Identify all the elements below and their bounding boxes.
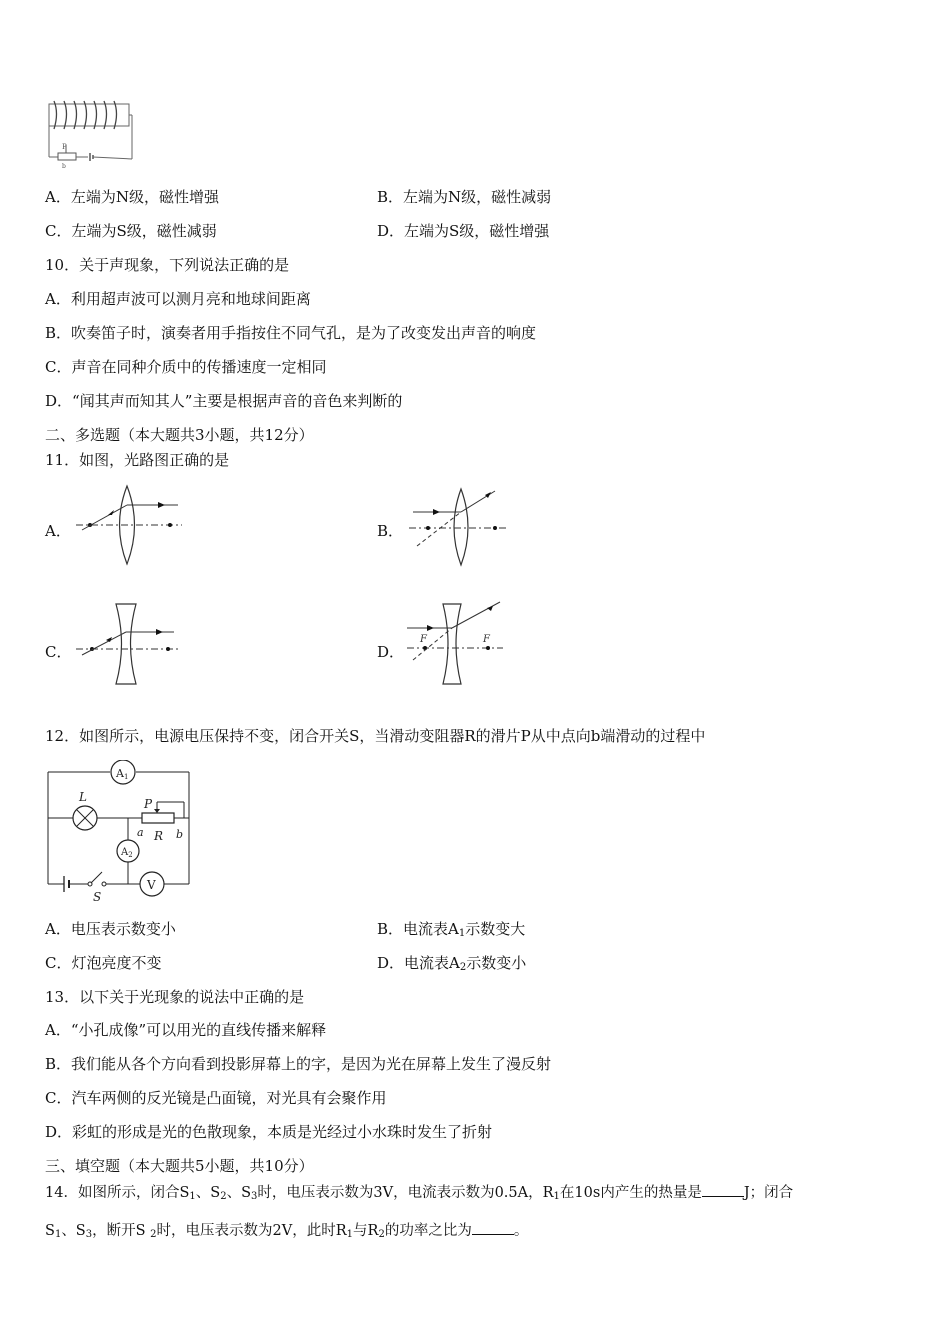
q10-stem: 10．关于声现象，下列说法正确的是 xyxy=(45,256,290,274)
convex-lens-diagram-a xyxy=(70,480,190,570)
q12-option-d[interactable]: D．电流表$A_2$示数变小 xyxy=(377,954,527,973)
q13-option-c[interactable]: C．汽车两侧的反光镜是凸面镜，对光具有会聚作用 xyxy=(45,1089,387,1107)
convex-lens-diagram-b xyxy=(403,485,513,570)
q9-option-d[interactable]: D．左端为S级，磁性增强 xyxy=(377,222,550,240)
solenoid-circuit-figure xyxy=(44,97,136,169)
ammeter-a2-label: $A_2$ xyxy=(121,847,133,859)
q9-option-b[interactable]: B．左端为N级，磁性减弱 xyxy=(377,188,552,206)
q9-option-c[interactable]: C．左端为S级，磁性减弱 xyxy=(45,222,217,240)
q11-option-d[interactable]: D． xyxy=(377,643,405,661)
svg-text:F: F xyxy=(483,634,490,645)
end-a-label: a xyxy=(137,826,144,839)
q10-option-b[interactable]: B．吹奏笛子时，演奏者用手指按住不同气孔，是为了改变发出声音的响度 xyxy=(45,324,537,342)
q11-option-b[interactable]: B． xyxy=(377,522,404,540)
q11-option-c[interactable]: C． xyxy=(45,643,72,661)
svg-text:P: P xyxy=(62,143,67,151)
q12-option-c[interactable]: C．灯泡亮度不变 xyxy=(45,954,162,972)
section-3-heading: 三、填空题（本大题共5小题，共10分） xyxy=(45,1157,314,1175)
concave-lens-diagram-c xyxy=(70,600,185,688)
end-b-label: b xyxy=(176,828,184,841)
switch-label: S xyxy=(93,890,102,904)
q14-heat-blank[interactable] xyxy=(702,1182,744,1197)
q13-stem: 13．以下关于光现象的说法中正确的是 xyxy=(45,988,305,1006)
q14-power-ratio-blank[interactable] xyxy=(472,1220,514,1235)
q12-option-a[interactable]: A．电压表示数变小 xyxy=(45,920,176,938)
q9-option-a[interactable]: A．左端为N级，磁性增强 xyxy=(45,188,219,206)
svg-text:F: F xyxy=(420,634,427,645)
ammeter-a1-label: A1 xyxy=(116,767,129,781)
q12-circuit-figure xyxy=(44,760,194,905)
q13-option-a[interactable]: A．“小孔成像”可以用光的直线传播来解释 xyxy=(45,1021,327,1039)
q13-option-b[interactable]: B．我们能从各个方向看到投影屏幕上的字，是因为光在屏幕上发生了漫反射 xyxy=(45,1055,552,1073)
q12-option-b[interactable]: B．电流表$A_1$示数变大 xyxy=(377,920,526,939)
section-2-heading: 二、多选题（本大题共3小题，共12分） xyxy=(45,426,314,444)
q10-option-c[interactable]: C．声音在同种介质中的传播速度一定相同 xyxy=(45,358,327,376)
lamp-label: L xyxy=(79,790,87,804)
q11-option-a[interactable]: A． xyxy=(45,522,71,540)
q13-option-d[interactable]: D．彩虹的形成是光的色散现象，本质是光经过小水珠时发生了折射 xyxy=(45,1123,493,1141)
q12-stem: 12．如图所示，电源电压保持不变，闭合开关S，当滑动变阻器R的滑片P从中点向b端滑动的过程中 xyxy=(45,727,706,745)
concave-lens-diagram-d xyxy=(405,598,505,688)
q14-line-2: $S_1$、$S_3$，断开S $_2$时，电压表示数为2V，此时$R_1$与$R_2$的功率之比为 。 xyxy=(45,1220,528,1245)
svg-text:b: b xyxy=(62,163,66,169)
q10-option-d[interactable]: D．“闻其声而知其人”主要是根据声音的音色来判断的 xyxy=(45,392,403,410)
voltmeter-label: V xyxy=(147,878,156,892)
q14-line-1: 14．如图所示，闭合$S_1$、$S_2$、$S_3$时，电压表示数为3V，电流表示数为0.5A，$R_1$在10s内产生的热量是 J；闭合 xyxy=(45,1182,793,1207)
slider-label: P xyxy=(144,797,153,811)
resistor-label: R xyxy=(154,829,164,843)
q11-stem: 11．如图，光路图正确的是 xyxy=(45,451,230,469)
q10-option-a[interactable]: A．利用超声波可以测月亮和地球间距离 xyxy=(45,290,311,308)
